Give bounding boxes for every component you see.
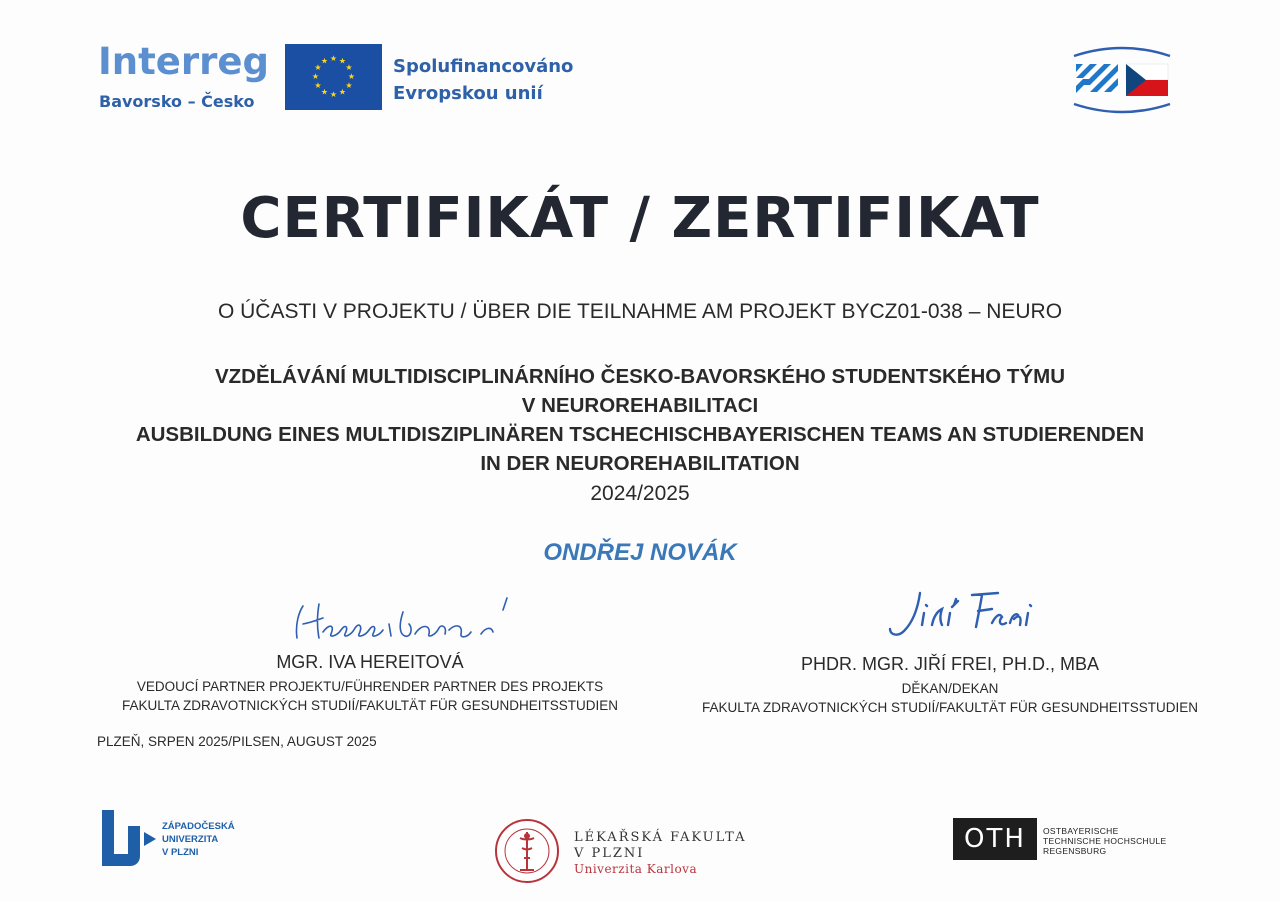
right-signatory-role: DĚKAN/DEKAN <box>901 681 999 696</box>
lf-name-line2: V PLZNI <box>574 846 645 861</box>
svg-text:★: ★ <box>329 54 338 63</box>
svg-text:★: ★ <box>338 56 347 66</box>
zcu-logo <box>100 808 250 870</box>
oth-name-line1: OSTBAYERISCHE <box>1043 826 1119 836</box>
svg-text:★: ★ <box>338 87 347 97</box>
eu-text-line2: Evropskou unií <box>393 83 543 104</box>
left-signature-icon <box>285 594 515 644</box>
oth-name-line2: TECHNISCHE HOCHSCHULE <box>1043 836 1167 846</box>
right-signatory-faculty: FAKULTA ZDRAVOTNICKÝCH STUDIÍ/FAKULTÄT FÜR GESUNDHEITSSTUDIEN <box>701 700 1199 715</box>
zcu-name-line2: UNIVERZITA <box>162 834 219 845</box>
svg-text:★: ★ <box>345 63 353 72</box>
eu-stars-icon <box>285 44 382 110</box>
oth-name-line3: REGENSBURG <box>1043 846 1107 856</box>
zcu-name-line1: ZÁPADOČESKÁ <box>162 821 235 832</box>
place-and-date: PLZEŇ, SRPEN 2025/PILSEN, AUGUST 2025 <box>97 734 377 749</box>
svg-text:★: ★ <box>345 81 353 90</box>
zcu-name <box>162 820 235 859</box>
right-signature-icon <box>880 585 1040 641</box>
right-signatory-name: PHDR. MGR. JIŘÍ FREI, PH.D., MBA <box>800 654 1100 674</box>
left-signatory <box>110 652 630 715</box>
project-line-cz-2: V NEUROREHABILITACI <box>521 394 759 417</box>
faculty-seal-icon <box>494 818 560 884</box>
zcu-name-line3: V PLZNI <box>162 847 199 858</box>
project-line-cz-1: VZDĚLÁVÁNÍ MULTIDISCIPLINÁRNÍHO ČESKO-BAVORSKÉHO STUDENTSKÉHO TÝMU <box>214 365 1065 388</box>
arc-top-icon <box>1074 48 1170 56</box>
svg-text:★: ★ <box>314 81 322 90</box>
lf-university: Univerzita Karlova <box>574 862 698 876</box>
svg-text:★: ★ <box>347 72 356 81</box>
svg-text:★: ★ <box>320 56 329 66</box>
left-signatory-faculty: FAKULTA ZDRAVOTNICKÝCH STUDIÍ/FAKULTÄT FÜR GESUNDHEITSSTUDIEN <box>121 698 619 713</box>
certificate-subtitle: O ÚČASTI V PROJEKTU / ÜBER DIE TEILNAHME AM PROJEKT BYCZ01-038 – NEURO <box>217 300 1063 323</box>
oth-name <box>1043 826 1166 856</box>
academic-year: 2024/2025 <box>590 482 690 505</box>
left-signatory-name: MGR. IVA HEREITOVÁ <box>276 652 464 672</box>
eu-cofunding-text <box>393 53 573 107</box>
interreg-wordmark: Interreg <box>98 40 269 83</box>
certificate-title: CERTIFIKÁT / ZERTIFIKAT <box>240 186 1040 251</box>
zcu-mark-icon <box>100 808 160 870</box>
eu-text-line1: Spolufinancováno <box>393 56 574 77</box>
project-name-block <box>0 362 1280 478</box>
arc-bottom-icon <box>1074 104 1170 112</box>
svg-text:★: ★ <box>329 90 338 99</box>
bavaria-flag-icon <box>1076 64 1118 96</box>
interreg-subtitle: Bavorsko – Česko <box>99 92 255 111</box>
oth-regensburg-logo <box>953 818 1193 862</box>
oth-mark: OTH <box>953 818 1037 860</box>
project-line-de-2: IN DER NEUROREHABILITATION <box>480 452 800 475</box>
eu-flag-icon <box>285 44 382 110</box>
right-signatory <box>700 654 1200 717</box>
project-line-de-1: AUSBILDUNG EINES MULTIDISZIPLINÄREN TSCHECHISCHBAYERISCHEN TEAMS AN STUDIERENDEN <box>135 423 1145 446</box>
svg-text:★: ★ <box>314 63 322 72</box>
lf-name-line1: LÉKAŘSKÁ FAKULTA <box>574 830 747 845</box>
recipient-name: ONDŘEJ NOVÁK <box>543 539 737 566</box>
interreg-logo <box>98 40 278 115</box>
left-signatory-role: VEDOUCÍ PARTNER PROJEKTU/FÜHRENDER PARTNER DES PROJEKTS <box>136 679 604 694</box>
lf-plzen-logo <box>494 818 754 890</box>
czech-flag-icon <box>1126 64 1168 96</box>
bavaria-czech-logo <box>1068 42 1176 118</box>
svg-text:★: ★ <box>320 87 329 97</box>
svg-text:★: ★ <box>311 72 320 81</box>
